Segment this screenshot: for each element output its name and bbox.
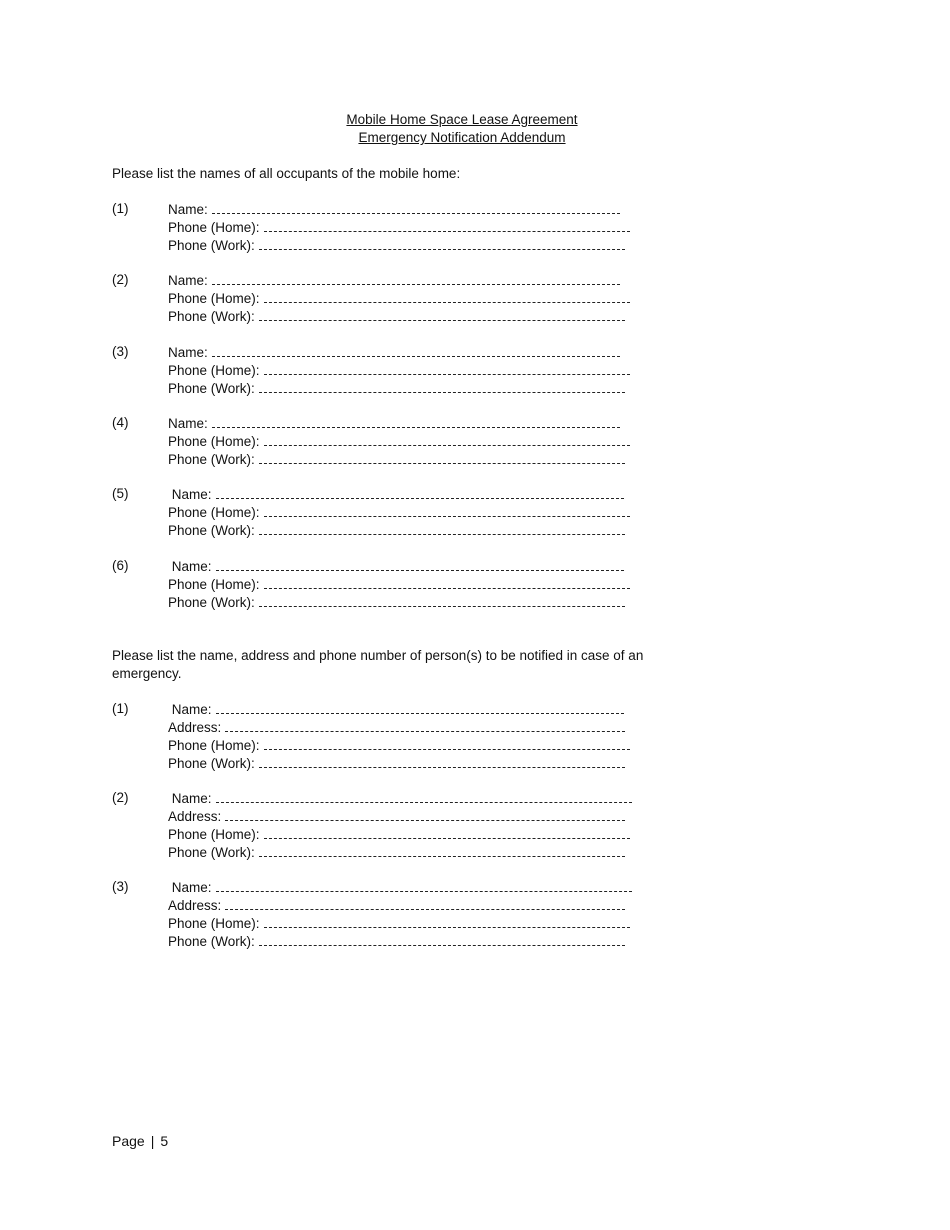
phone-home-field[interactable] [264,504,630,517]
phone-home-field[interactable] [264,915,630,928]
document-title: Mobile Home Space Lease Agreement [346,112,578,127]
phone-work-field[interactable] [259,308,625,321]
phone-work-label: Phone (Work): [168,238,255,253]
name-label: Name: [168,559,212,574]
phone-work-label: Phone (Work): [168,523,255,538]
phone-home-field[interactable] [264,290,630,303]
address-label: Address: [168,809,222,824]
name-field[interactable] [212,415,620,428]
entry-number: (1) [112,201,129,216]
address-field[interactable] [225,897,625,910]
page-label: Page [112,1133,145,1149]
phone-work-field[interactable] [259,844,625,857]
phone-work-label: Phone (Work): [168,452,255,467]
entry-number: (2) [112,272,129,287]
phone-work-field[interactable] [259,755,625,768]
address-field[interactable] [225,808,625,821]
page-number: 5 [160,1133,169,1149]
phone-work-label: Phone (Work): [168,595,255,610]
phone-work-label: Phone (Work): [168,756,255,771]
phone-home-field[interactable] [264,362,630,375]
phone-work-field[interactable] [259,451,625,464]
phone-work-label: Phone (Work): [168,845,255,860]
page-footer [112,1133,168,1149]
phone-home-label: Phone (Home): [168,291,260,306]
document-subtitle: Emergency Notification Addendum [358,130,566,145]
name-field[interactable] [216,558,624,571]
phone-work-label: Phone (Work): [168,309,255,324]
entry-number: (3) [112,879,129,894]
footer-separator: | [150,1133,155,1149]
phone-home-label: Phone (Home): [168,738,260,753]
name-field[interactable] [216,701,624,714]
name-label: Name: [168,880,212,895]
entry-number: (3) [112,344,129,359]
phone-home-label: Phone (Home): [168,220,260,235]
phone-home-label: Phone (Home): [168,434,260,449]
phone-home-field[interactable] [264,826,630,839]
phone-home-label: Phone (Home): [168,827,260,842]
entry-number: (6) [112,558,129,573]
phone-work-field[interactable] [259,594,625,607]
name-field[interactable] [216,879,632,892]
occupants-instruction: Please list the names of all occupants of the mobile home: [112,166,461,181]
phone-home-field[interactable] [264,576,630,589]
phone-home-label: Phone (Home): [168,577,260,592]
address-label: Address: [168,898,222,913]
phone-home-label: Phone (Home): [168,363,260,378]
phone-work-label: Phone (Work): [168,934,255,949]
address-label: Address: [168,720,222,735]
phone-work-field[interactable] [259,237,625,250]
entry-number: (5) [112,486,129,501]
entry-number: (1) [112,701,129,716]
name-label: Name: [168,345,208,360]
emergency-instruction: Please list the name, address and phone number of person(s) to be notified in case of an emergency. [112,648,644,681]
phone-work-label: Phone (Work): [168,381,255,396]
phone-home-field[interactable] [264,219,630,232]
phone-work-field[interactable] [259,380,625,393]
name-field[interactable] [212,344,620,357]
address-field[interactable] [225,719,625,732]
phone-home-field[interactable] [264,737,630,750]
phone-work-field[interactable] [259,933,625,946]
phone-home-field[interactable] [264,433,630,446]
name-label: Name: [168,487,212,502]
phone-home-label: Phone (Home): [168,505,260,520]
entry-number: (2) [112,790,129,805]
name-label: Name: [168,416,208,431]
name-label: Name: [168,702,212,717]
name-field[interactable] [212,272,620,285]
name-field[interactable] [216,486,624,499]
entry-number: (4) [112,415,129,430]
phone-home-label: Phone (Home): [168,916,260,931]
phone-work-field[interactable] [259,522,625,535]
name-label: Name: [168,273,208,288]
name-label: Name: [168,791,212,806]
name-field[interactable] [216,790,632,803]
name-field[interactable] [212,201,620,214]
name-label: Name: [168,202,208,217]
